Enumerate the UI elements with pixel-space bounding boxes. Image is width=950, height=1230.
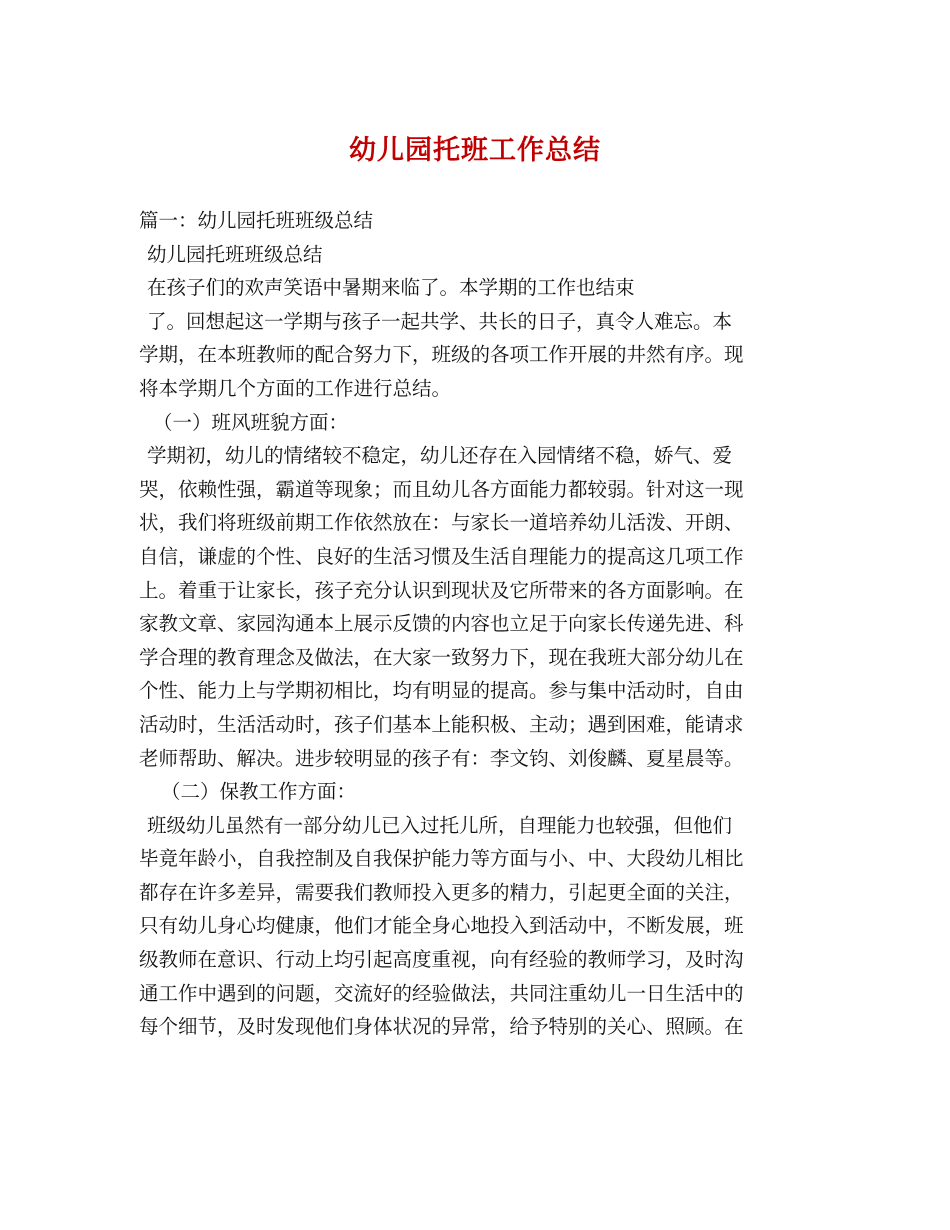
paragraph-line: 通工作中遇到的问题，交流好的经验做法，共同注重幼儿一日生活中的 xyxy=(139,981,744,1005)
paragraph-line: 将本学期几个方面的工作进行总结。 xyxy=(139,376,452,400)
paragraph-line: 都存在许多差异，需要我们教师投入更多的精力，引起更全面的关注， xyxy=(139,880,744,904)
paragraph-line: 了。回想起这一学期与孩子一起共学、共长的日子，真令人难忘。本 xyxy=(147,309,733,333)
paragraph-line: 哭，依赖性强，霸道等现象；而且幼儿各方面能力都较弱。针对这一现 xyxy=(139,477,744,501)
paragraph-line: 老师帮助、解决。进步较明显的孩子有：李文钧、刘俊麟、夏星晨等。 xyxy=(139,746,744,770)
paragraph-line: 每个细节，及时发现他们身体状况的异常，给予特别的关心、照顾。在 xyxy=(139,1015,744,1039)
paragraph-line: 学期初，幼儿的情绪较不稳定，幼儿还存在入园情绪不稳，娇气、爱 xyxy=(147,444,733,468)
section-heading: （二）保教工作方面： xyxy=(161,780,357,804)
paragraph-line: 班级幼儿虽然有一部分幼儿已入过托儿所，自理能力也较强，但他们 xyxy=(147,813,733,837)
paragraph-line: 活动时，生活活动时，孩子们基本上能积极、主动；遇到困难，能请求 xyxy=(139,712,744,736)
section-heading: 篇一：幼儿园托班班级总结 xyxy=(139,209,374,232)
paragraph-line: 级教师在意识、行动上均引起高度重视，向有经验的教师学习，及时沟 xyxy=(139,948,744,972)
subheading: 幼儿园托班班级总结 xyxy=(147,242,323,266)
paragraph-line: 家教文章、家园沟通本上展示反馈的内容也立足于向家长传递先进、科 xyxy=(139,612,744,636)
paragraph-line: 在孩子们的欢声笑语中暑期来临了。本学期的工作也结束 xyxy=(147,276,635,300)
section-heading: （一）班风班貌方面： xyxy=(153,410,349,434)
paragraph-line: 个性、能力上与学期初相比，均有明显的提高。参与集中活动时，自由 xyxy=(139,679,744,703)
paragraph-line: 学期，在本班教师的配合努力下，班级的各项工作开展的井然有序。现 xyxy=(139,343,744,367)
paragraph-line: 自信，谦虚的个性、良好的生活习惯及生活自理能力的提高这几项工作 xyxy=(139,544,744,568)
document-title: 幼儿园托班工作总结 xyxy=(349,135,601,166)
paragraph-line: 状，我们将班级前期工作依然放在：与家长一道培养幼儿活泼、开朗、 xyxy=(139,511,744,535)
paragraph-line: 只有幼儿身心均健康，他们才能全身心地投入到活动中，不断发展，班 xyxy=(139,914,744,938)
paragraph-line: 上。着重于让家长，孩子充分认识到现状及它所带来的各方面影响。在 xyxy=(139,578,744,602)
paragraph-line: 毕竟年龄小，自我控制及自我保护能力等方面与小、中、大段幼儿相比 xyxy=(139,847,744,871)
document-body xyxy=(139,204,819,1044)
paragraph-line: 学合理的教育理念及做法，在大家一致努力下，现在我班大部分幼儿在 xyxy=(139,645,744,669)
